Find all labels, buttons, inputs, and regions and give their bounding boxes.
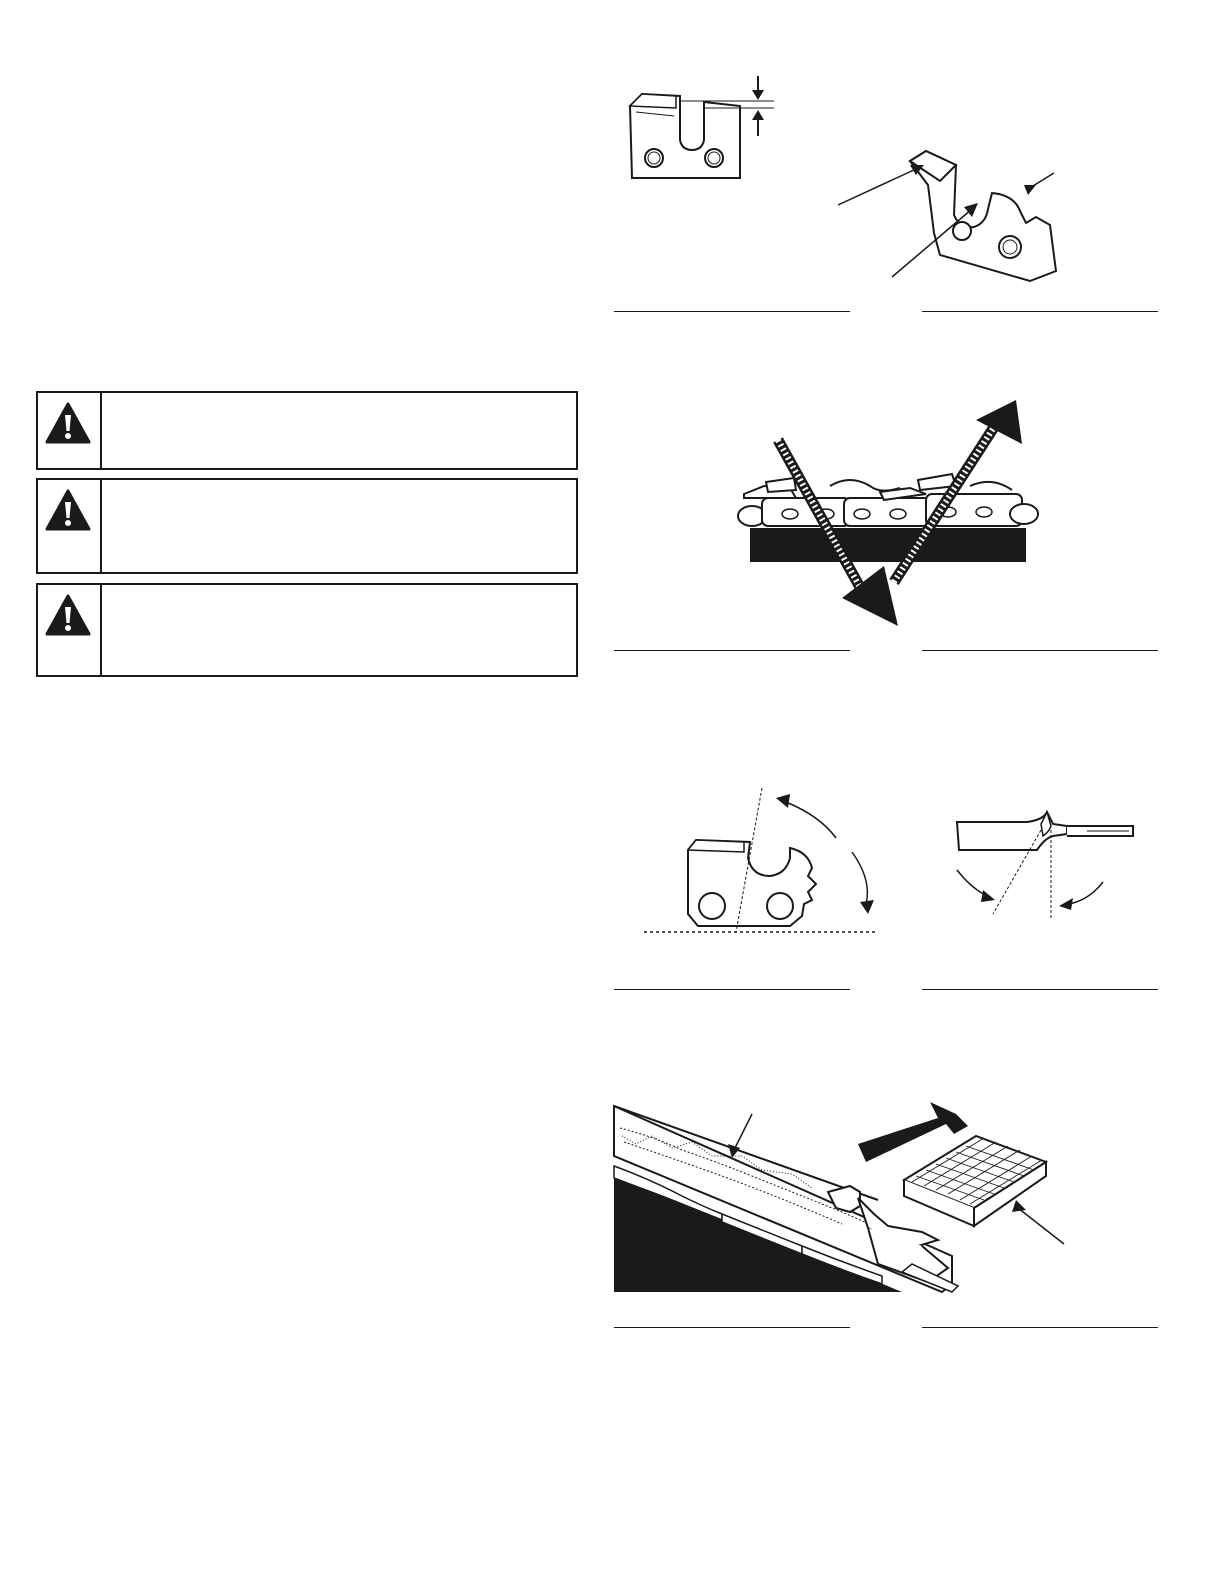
warning-text-1 [102,393,576,468]
warning-box-3 [36,583,578,677]
warning-text-3 [102,585,576,675]
bar-rail-dressing-illustration [612,1096,1082,1308]
caption-rule [922,989,1158,990]
caption-rule [922,311,1158,312]
warning-triangle-icon [45,401,91,445]
top-plate-angle-illustration [640,780,880,940]
warning-box-1 [36,391,578,470]
depth-gauge-clearance-illustration [610,70,790,190]
caption-rule [614,989,850,990]
caption-rule [614,1327,850,1328]
caption-rule [614,311,850,312]
caption-rule [922,650,1158,651]
warning-box-2 [36,478,578,574]
warning-triangle-icon [45,488,91,532]
side-plate-angle-illustration [945,800,1145,930]
caption-rule [614,650,850,651]
warning-text-2 [102,480,576,572]
warning-triangle-icon [45,593,91,637]
caption-rule [922,1327,1158,1328]
cutter-parts-illustration [830,145,1070,285]
file-stroke-direction-illustration [730,390,1050,640]
